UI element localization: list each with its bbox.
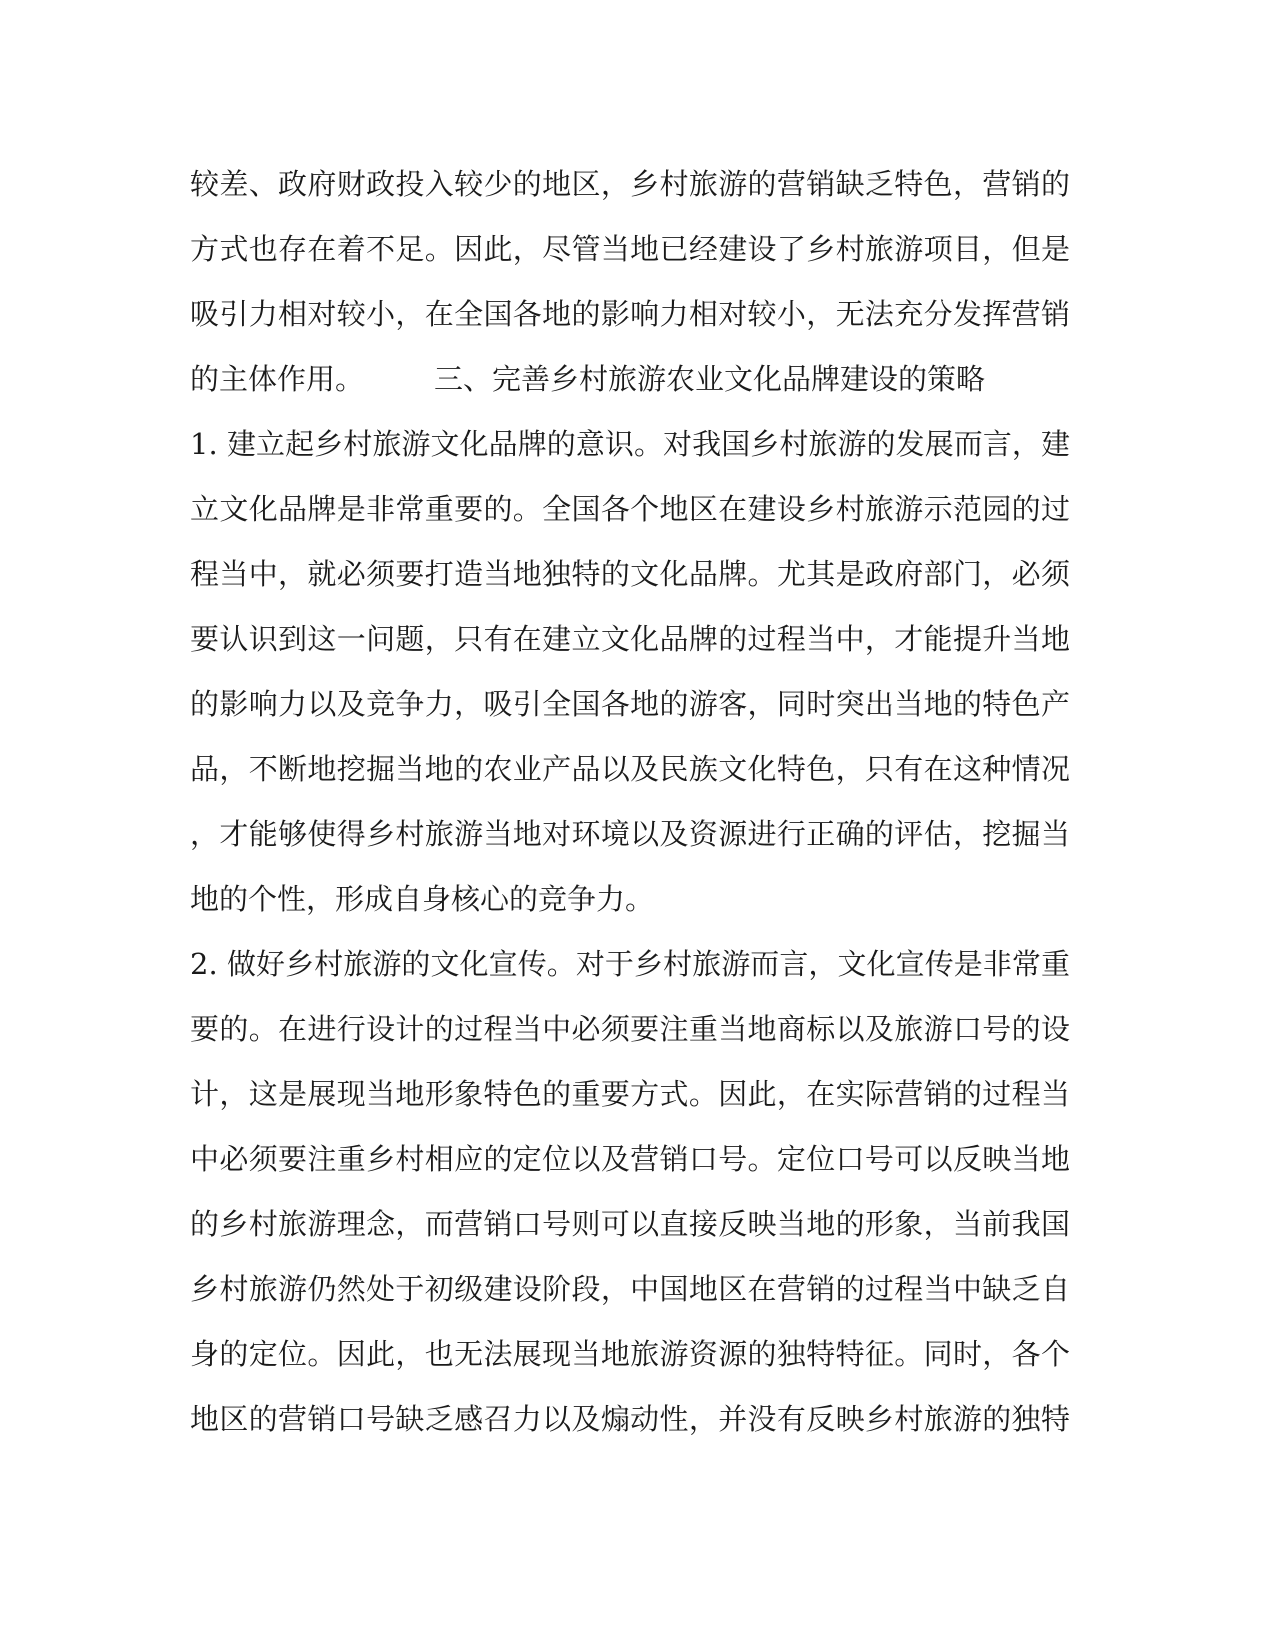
text-line: 品，不断地挖掘当地的农业产品以及民族文化特色，只有在这种情况 [190, 752, 1070, 786]
text-line: 的影响力以及竞争力，吸引全国各地的游客，同时突出当地的特色产 [190, 687, 1070, 721]
text-line: 要认识到这一问题，只有在建立文化品牌的过程当中，才能提升当地 [190, 622, 1070, 656]
text-line: 身的定位。因此，也无法展现当地旅游资源的独特特征。同时，各个 [190, 1337, 1070, 1371]
text-line: 立文化品牌是非常重要的。全国各个地区在建设乡村旅游示范园的过 [190, 492, 1070, 526]
text-line: 计，这是展现当地形象特色的重要方式。因此，在实际营销的过程当 [190, 1077, 1070, 1111]
text-line: 地区的营销口号缺乏感召力以及煽动性，并没有反映乡村旅游的独特 [190, 1402, 1070, 1436]
text-line: 1. 建立起乡村旅游文化品牌的意识。对我国乡村旅游的发展而言，建 [190, 427, 1070, 461]
text-line: 2. 做好乡村旅游的文化宣传。对于乡村旅游而言，文化宣传是非常重 [190, 947, 1070, 981]
text-line: 的乡村旅游理念，而营销口号则可以直接反映当地的形象，当前我国 [190, 1207, 1070, 1241]
text-line: ，才能够使得乡村旅游当地对环境以及资源进行正确的评估，挖掘当 [190, 817, 1070, 851]
text-line: 中必须要注重乡村相应的定位以及营销口号。定位口号可以反映当地 [190, 1142, 1070, 1176]
body-text [190, 152, 1070, 1452]
text-line: 方式也存在着不足。因此，尽管当地已经建设了乡村旅游项目，但是 [190, 232, 1070, 266]
text-line-with-heading [190, 347, 1070, 412]
paragraph-end: 的主体作用。 [190, 362, 365, 396]
text-line: 吸引力相对较小，在全国各地的影响力相对较小，无法充分发挥营销 [190, 297, 1070, 331]
text-line: 乡村旅游仍然处于初级建设阶段，中国地区在营销的过程当中缺乏自 [190, 1272, 1070, 1306]
section-heading: 三、完善乡村旅游农业文化品牌建设的策略 [434, 362, 986, 396]
text-line: 地的个性，形成自身核心的竞争力。 [190, 882, 655, 916]
text-line: 程当中，就必须要打造当地独特的文化品牌。尤其是政府部门，必须 [190, 557, 1070, 591]
text-line: 较差、政府财政投入较少的地区，乡村旅游的营销缺乏特色，营销的 [190, 167, 1070, 201]
text-line: 要的。在进行设计的过程当中必须要注重当地商标以及旅游口号的设 [190, 1012, 1070, 1046]
